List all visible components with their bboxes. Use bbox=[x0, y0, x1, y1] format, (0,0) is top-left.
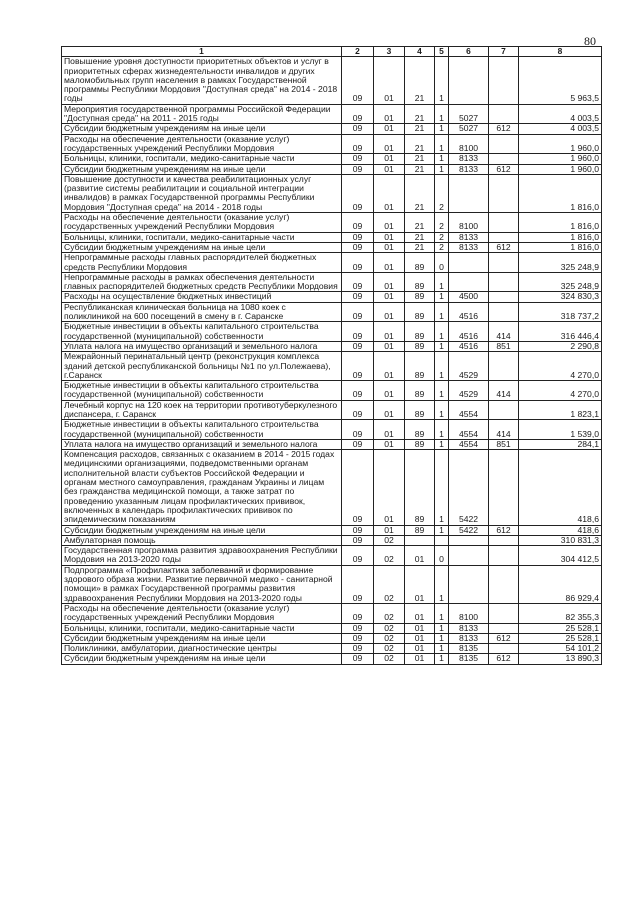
subsection-code-cell: 01 bbox=[374, 381, 405, 401]
row-name-cell: Больницы, клиники, госпитали, медико-санитарные части bbox=[62, 154, 342, 164]
subprogram-code-cell: 1 bbox=[435, 633, 449, 643]
row-name-cell: Субсидии бюджетным учреждениям на иные цели bbox=[62, 633, 342, 643]
table-row bbox=[62, 439, 602, 449]
row-name-cell: Расходы на обеспечение деятельности (оказание услуг) государственных учреждений Республики Мордовия bbox=[62, 213, 342, 233]
table-row bbox=[62, 232, 602, 242]
expense-type-cell bbox=[489, 232, 519, 242]
expense-type-cell bbox=[489, 565, 519, 603]
table-row bbox=[62, 292, 602, 302]
row-name-cell: Государственная программа развития здравоохранения Республики Мордовия на 2013-2020 годы bbox=[62, 546, 342, 566]
section-code-cell: 09 bbox=[342, 242, 374, 252]
amount-cell: 418,6 bbox=[519, 525, 602, 535]
section-code-cell: 09 bbox=[342, 341, 374, 351]
program-code-cell: 89 bbox=[405, 420, 435, 440]
subsection-code-cell: 01 bbox=[374, 253, 405, 273]
expense-type-cell: 414 bbox=[489, 420, 519, 440]
section-code-cell: 09 bbox=[342, 400, 374, 420]
header-cell: 2 bbox=[342, 47, 374, 57]
subsection-code-cell: 01 bbox=[374, 174, 405, 212]
table-row bbox=[62, 535, 602, 545]
program-code-cell: 89 bbox=[405, 439, 435, 449]
target-code-cell: 8100 bbox=[449, 134, 489, 154]
target-code-cell: 5027 bbox=[449, 104, 489, 124]
header-cell: 1 bbox=[62, 47, 342, 57]
section-code-cell: 09 bbox=[342, 164, 374, 174]
subprogram-code-cell: 0 bbox=[435, 253, 449, 273]
target-code-cell bbox=[449, 565, 489, 603]
target-code-cell bbox=[449, 253, 489, 273]
amount-cell: 304 412,5 bbox=[519, 546, 602, 566]
amount-cell: 1 816,0 bbox=[519, 213, 602, 233]
subprogram-code-cell: 1 bbox=[435, 57, 449, 104]
expense-type-cell bbox=[489, 272, 519, 292]
section-code-cell: 09 bbox=[342, 603, 374, 623]
program-code-cell: 89 bbox=[405, 525, 435, 535]
subprogram-code-cell: 2 bbox=[435, 213, 449, 233]
target-code-cell: 8133 bbox=[449, 154, 489, 164]
section-code-cell: 09 bbox=[342, 654, 374, 664]
target-code-cell: 8133 bbox=[449, 623, 489, 633]
program-code-cell: 89 bbox=[405, 322, 435, 342]
subprogram-code-cell: 1 bbox=[435, 341, 449, 351]
program-code-cell: 21 bbox=[405, 232, 435, 242]
expense-type-cell: 612 bbox=[489, 242, 519, 252]
amount-cell: 25 528,1 bbox=[519, 623, 602, 633]
program-code-cell: 21 bbox=[405, 154, 435, 164]
subsection-code-cell: 01 bbox=[374, 302, 405, 322]
section-code-cell: 09 bbox=[342, 525, 374, 535]
table-row bbox=[62, 633, 602, 643]
row-name-cell: Подпрограмма «Профилактика заболеваний и формирование здорового образа жизни. Развитие первичной медико - санитарной помощи» в рамках Государственной программы развития здравоохранения Республики Мордовия на 2013-2020 годы bbox=[62, 565, 342, 603]
program-code-cell: 21 bbox=[405, 174, 435, 212]
program-code-cell: 01 bbox=[405, 565, 435, 603]
table-header-row bbox=[62, 47, 602, 57]
subsection-code-cell: 01 bbox=[374, 450, 405, 525]
target-code-cell bbox=[449, 57, 489, 104]
program-code-cell: 21 bbox=[405, 164, 435, 174]
subprogram-code-cell: 1 bbox=[435, 623, 449, 633]
section-code-cell: 09 bbox=[342, 174, 374, 212]
row-name-cell: Поликлиники, амбулатории, диагностические центры bbox=[62, 644, 342, 654]
expense-type-cell: 414 bbox=[489, 322, 519, 342]
header-cell: 5 bbox=[435, 47, 449, 57]
target-code-cell bbox=[449, 546, 489, 566]
amount-cell: 1 823,1 bbox=[519, 400, 602, 420]
program-code-cell: 21 bbox=[405, 242, 435, 252]
section-code-cell: 09 bbox=[342, 57, 374, 104]
subsection-code-cell: 01 bbox=[374, 420, 405, 440]
subsection-code-cell: 01 bbox=[374, 57, 405, 104]
expense-type-cell bbox=[489, 352, 519, 381]
table-row bbox=[62, 164, 602, 174]
target-code-cell: 5422 bbox=[449, 525, 489, 535]
subprogram-code-cell: 2 bbox=[435, 174, 449, 212]
program-code-cell: 21 bbox=[405, 124, 435, 134]
row-name-cell: Мероприятия государственной программы Российской Федерации "Доступная среда" на 2011 - 2015 годы bbox=[62, 104, 342, 124]
target-code-cell: 8133 bbox=[449, 164, 489, 174]
subsection-code-cell: 01 bbox=[374, 124, 405, 134]
expense-type-cell: 612 bbox=[489, 525, 519, 535]
subprogram-code-cell: 1 bbox=[435, 400, 449, 420]
section-code-cell: 09 bbox=[342, 535, 374, 545]
target-code-cell: 8135 bbox=[449, 654, 489, 664]
subsection-code-cell: 02 bbox=[374, 535, 405, 545]
target-code-cell: 8100 bbox=[449, 603, 489, 623]
target-code-cell: 4554 bbox=[449, 420, 489, 440]
amount-cell: 54 101,2 bbox=[519, 644, 602, 654]
section-code-cell: 09 bbox=[342, 352, 374, 381]
target-code-cell: 4554 bbox=[449, 400, 489, 420]
row-name-cell: Республиканская клиническая больница на 1080 коек с поликлиникой на 600 посещений в смену в г. Саранске bbox=[62, 302, 342, 322]
section-code-cell: 09 bbox=[342, 644, 374, 654]
subsection-code-cell: 01 bbox=[374, 400, 405, 420]
expense-type-cell: 851 bbox=[489, 439, 519, 449]
subprogram-code-cell: 1 bbox=[435, 154, 449, 164]
row-name-cell: Больницы, клиники, госпитали, медико-санитарные части bbox=[62, 623, 342, 633]
header-cell: 6 bbox=[449, 47, 489, 57]
section-code-cell: 09 bbox=[342, 439, 374, 449]
subsection-code-cell: 01 bbox=[374, 242, 405, 252]
header-cell: 3 bbox=[374, 47, 405, 57]
section-code-cell: 09 bbox=[342, 213, 374, 233]
section-code-cell: 09 bbox=[342, 302, 374, 322]
expense-type-cell bbox=[489, 213, 519, 233]
program-code-cell: 89 bbox=[405, 400, 435, 420]
subsection-code-cell: 01 bbox=[374, 292, 405, 302]
table-row bbox=[62, 654, 602, 664]
table-row bbox=[62, 174, 602, 212]
expense-type-cell bbox=[489, 104, 519, 124]
program-code-cell: 01 bbox=[405, 623, 435, 633]
subprogram-code-cell: 0 bbox=[435, 546, 449, 566]
target-code-cell: 5027 bbox=[449, 124, 489, 134]
subsection-code-cell: 02 bbox=[374, 644, 405, 654]
target-code-cell: 4529 bbox=[449, 381, 489, 401]
section-code-cell: 09 bbox=[342, 154, 374, 164]
subprogram-code-cell: 1 bbox=[435, 164, 449, 174]
table-row bbox=[62, 352, 602, 381]
subprogram-code-cell: 2 bbox=[435, 232, 449, 242]
table-row bbox=[62, 57, 602, 104]
row-name-cell: Межрайонный перинатальный центр (реконструкция комплекса зданий детской республиканской больницы №1 по ул.Полежаева), г.Саранск bbox=[62, 352, 342, 381]
expense-type-cell: 612 bbox=[489, 124, 519, 134]
subsection-code-cell: 01 bbox=[374, 322, 405, 342]
program-code-cell: 01 bbox=[405, 603, 435, 623]
section-code-cell: 09 bbox=[342, 104, 374, 124]
table-row bbox=[62, 623, 602, 633]
program-code-cell: 01 bbox=[405, 546, 435, 566]
subprogram-code-cell: 1 bbox=[435, 292, 449, 302]
subprogram-code-cell: 1 bbox=[435, 124, 449, 134]
target-code-cell: 4516 bbox=[449, 341, 489, 351]
row-name-cell: Компенсация расходов, связанных с оказанием в 2014 - 2015 годах медицинскими организациями, подведомственными органам исполнительной власти субъектов Российской Федерации и органам местного самоуправления, гражданам Украины и лицам без гражданства медицинской помощи, а также затрат по проведению указанным лицам профилактических прививок, включенных в календарь профилактических прививок по эпидемическим показаниям bbox=[62, 450, 342, 525]
section-code-cell: 09 bbox=[342, 633, 374, 643]
target-code-cell: 8135 bbox=[449, 644, 489, 654]
row-name-cell: Непрограммные расходы в рамках обеспечения деятельности главных распорядителей бюджетных средств Республики Мордовия bbox=[62, 272, 342, 292]
subsection-code-cell: 02 bbox=[374, 603, 405, 623]
subsection-code-cell: 01 bbox=[374, 232, 405, 242]
amount-cell: 325 248,9 bbox=[519, 272, 602, 292]
amount-cell: 316 446,4 bbox=[519, 322, 602, 342]
table-row bbox=[62, 341, 602, 351]
amount-cell: 82 355,3 bbox=[519, 603, 602, 623]
program-code-cell: 21 bbox=[405, 213, 435, 233]
amount-cell: 318 737,2 bbox=[519, 302, 602, 322]
expense-type-cell: 612 bbox=[489, 654, 519, 664]
subsection-code-cell: 01 bbox=[374, 134, 405, 154]
subprogram-code-cell: 1 bbox=[435, 104, 449, 124]
section-code-cell: 09 bbox=[342, 623, 374, 633]
target-code-cell: 5422 bbox=[449, 450, 489, 525]
target-code-cell: 4500 bbox=[449, 292, 489, 302]
section-code-cell: 09 bbox=[342, 322, 374, 342]
subsection-code-cell: 01 bbox=[374, 154, 405, 164]
amount-cell: 325 248,9 bbox=[519, 253, 602, 273]
program-code-cell: 89 bbox=[405, 272, 435, 292]
expense-type-cell bbox=[489, 174, 519, 212]
program-code-cell: 89 bbox=[405, 341, 435, 351]
subsection-code-cell: 01 bbox=[374, 104, 405, 124]
row-name-cell: Больницы, клиники, госпитали, медико-санитарные части bbox=[62, 232, 342, 242]
subprogram-code-cell: 1 bbox=[435, 134, 449, 154]
row-name-cell: Уплата налога на имущество организаций и земельного налога bbox=[62, 439, 342, 449]
subprogram-code-cell: 1 bbox=[435, 322, 449, 342]
target-code-cell: 8100 bbox=[449, 213, 489, 233]
target-code-cell: 8133 bbox=[449, 633, 489, 643]
row-name-cell: Повышение уровня доступности приоритетных объектов и услуг в приоритетных сферах жизнедеятельности инвалидов и других маломобильных групп населения в рамках Государственной программы Республики Мордовия "Доступная среда" на 2014 - 2018 годы bbox=[62, 57, 342, 104]
table-row bbox=[62, 302, 602, 322]
amount-cell: 25 528,1 bbox=[519, 633, 602, 643]
page-number: 80 bbox=[584, 34, 596, 48]
amount-cell: 284,1 bbox=[519, 439, 602, 449]
subprogram-code-cell: 1 bbox=[435, 565, 449, 603]
amount-cell: 1 816,0 bbox=[519, 232, 602, 242]
expense-type-cell bbox=[489, 535, 519, 545]
row-name-cell: Бюджетные инвестиции в объекты капитального строительства государственной (муниципальной) собственности bbox=[62, 381, 342, 401]
program-code-cell: 89 bbox=[405, 352, 435, 381]
header-cell: 7 bbox=[489, 47, 519, 57]
expense-type-cell bbox=[489, 400, 519, 420]
program-code-cell bbox=[405, 535, 435, 545]
expense-type-cell bbox=[489, 546, 519, 566]
section-code-cell: 09 bbox=[342, 253, 374, 273]
subsection-code-cell: 01 bbox=[374, 352, 405, 381]
subprogram-code-cell: 1 bbox=[435, 603, 449, 623]
row-name-cell: Расходы на обеспечение деятельности (оказание услуг) государственных учреждений Республики Мордовия bbox=[62, 603, 342, 623]
row-name-cell: Субсидии бюджетным учреждениям на иные цели bbox=[62, 654, 342, 664]
subsection-code-cell: 01 bbox=[374, 272, 405, 292]
row-name-cell: Лечебный корпус на 120 коек на территории противотуберкулезного диспансера, г. Саранск bbox=[62, 400, 342, 420]
program-code-cell: 01 bbox=[405, 633, 435, 643]
row-name-cell: Непрограммные расходы главных распорядителей бюджетных средств Республики Мордовия bbox=[62, 253, 342, 273]
table-body bbox=[62, 57, 602, 664]
amount-cell: 4 003,5 bbox=[519, 124, 602, 134]
table-row bbox=[62, 134, 602, 154]
amount-cell: 1 816,0 bbox=[519, 174, 602, 212]
header-cell: 4 bbox=[405, 47, 435, 57]
program-code-cell: 01 bbox=[405, 644, 435, 654]
amount-cell: 310 831,3 bbox=[519, 535, 602, 545]
target-code-cell: 4516 bbox=[449, 302, 489, 322]
table-row bbox=[62, 253, 602, 273]
subprogram-code-cell: 1 bbox=[435, 654, 449, 664]
subprogram-code-cell: 1 bbox=[435, 381, 449, 401]
table-row bbox=[62, 124, 602, 134]
amount-cell: 86 929,4 bbox=[519, 565, 602, 603]
row-name-cell: Субсидии бюджетным учреждениям на иные цели bbox=[62, 124, 342, 134]
row-name-cell: Уплата налога на имущество организаций и земельного налога bbox=[62, 341, 342, 351]
target-code-cell bbox=[449, 174, 489, 212]
row-name-cell: Расходы на обеспечение деятельности (оказание услуг) государственных учреждений Республики Мордовия bbox=[62, 134, 342, 154]
row-name-cell: Повышение доступности и качества реабилитационных услуг (развитие системы реабилитации и социальной интеграции инвалидов) в рамках Государственной программы Республики Мордовия "Доступная среда" на 2014 - 2018 годы bbox=[62, 174, 342, 212]
section-code-cell: 09 bbox=[342, 134, 374, 154]
section-code-cell: 09 bbox=[342, 546, 374, 566]
target-code-cell: 4516 bbox=[449, 322, 489, 342]
program-code-cell: 21 bbox=[405, 134, 435, 154]
program-code-cell: 89 bbox=[405, 302, 435, 322]
program-code-cell: 89 bbox=[405, 253, 435, 273]
subsection-code-cell: 02 bbox=[374, 546, 405, 566]
row-name-cell: Бюджетные инвестиции в объекты капитального строительства государственной (муниципальной) собственности bbox=[62, 420, 342, 440]
program-code-cell: 89 bbox=[405, 292, 435, 302]
amount-cell: 5 963,5 bbox=[519, 57, 602, 104]
subsection-code-cell: 02 bbox=[374, 654, 405, 664]
row-name-cell: Субсидии бюджетным учреждениям на иные цели bbox=[62, 164, 342, 174]
expense-type-cell bbox=[489, 644, 519, 654]
row-name-cell: Расходы на осуществление бюджетных инвестиций bbox=[62, 292, 342, 302]
section-code-cell: 09 bbox=[342, 292, 374, 302]
subprogram-code-cell: 1 bbox=[435, 352, 449, 381]
subsection-code-cell: 01 bbox=[374, 213, 405, 233]
target-code-cell: 4529 bbox=[449, 352, 489, 381]
table-row bbox=[62, 104, 602, 124]
target-code-cell bbox=[449, 272, 489, 292]
table-row bbox=[62, 525, 602, 535]
expense-type-cell bbox=[489, 134, 519, 154]
amount-cell: 418,6 bbox=[519, 450, 602, 525]
expense-type-cell bbox=[489, 302, 519, 322]
subprogram-code-cell: 1 bbox=[435, 272, 449, 292]
subprogram-code-cell: 1 bbox=[435, 644, 449, 654]
amount-cell: 1 960,0 bbox=[519, 134, 602, 154]
table-row bbox=[62, 154, 602, 164]
amount-cell: 13 890,3 bbox=[519, 654, 602, 664]
section-code-cell: 09 bbox=[342, 232, 374, 242]
table-row bbox=[62, 381, 602, 401]
table-row bbox=[62, 546, 602, 566]
section-code-cell: 09 bbox=[342, 124, 374, 134]
subprogram-code-cell: 2 bbox=[435, 242, 449, 252]
subprogram-code-cell: 1 bbox=[435, 525, 449, 535]
amount-cell: 4 270,0 bbox=[519, 352, 602, 381]
table-row bbox=[62, 213, 602, 233]
table-row bbox=[62, 322, 602, 342]
target-code-cell: 4554 bbox=[449, 439, 489, 449]
table-row bbox=[62, 400, 602, 420]
row-name-cell: Субсидии бюджетным учреждениям на иные цели bbox=[62, 242, 342, 252]
amount-cell: 4 270,0 bbox=[519, 381, 602, 401]
table-row bbox=[62, 603, 602, 623]
header-cell: 8 bbox=[519, 47, 602, 57]
program-code-cell: 01 bbox=[405, 654, 435, 664]
section-code-cell: 09 bbox=[342, 420, 374, 440]
subsection-code-cell: 01 bbox=[374, 341, 405, 351]
subsection-code-cell: 02 bbox=[374, 565, 405, 603]
amount-cell: 1 960,0 bbox=[519, 164, 602, 174]
expense-type-cell: 612 bbox=[489, 633, 519, 643]
subprogram-code-cell: 1 bbox=[435, 302, 449, 322]
expense-type-cell bbox=[489, 253, 519, 273]
subsection-code-cell: 01 bbox=[374, 164, 405, 174]
expense-type-cell bbox=[489, 57, 519, 104]
subsection-code-cell: 02 bbox=[374, 623, 405, 633]
program-code-cell: 21 bbox=[405, 104, 435, 124]
subsection-code-cell: 01 bbox=[374, 525, 405, 535]
section-code-cell: 09 bbox=[342, 565, 374, 603]
row-name-cell: Бюджетные инвестиции в объекты капитального строительства государственной (муниципальной) собственности bbox=[62, 322, 342, 342]
table-row bbox=[62, 644, 602, 654]
program-code-cell: 89 bbox=[405, 450, 435, 525]
expense-type-cell bbox=[489, 292, 519, 302]
table-row bbox=[62, 272, 602, 292]
expense-type-cell: 612 bbox=[489, 164, 519, 174]
amount-cell: 1 539,0 bbox=[519, 420, 602, 440]
row-name-cell: Амбулаторная помощь bbox=[62, 535, 342, 545]
program-code-cell: 89 bbox=[405, 381, 435, 401]
section-code-cell: 09 bbox=[342, 381, 374, 401]
budget-table bbox=[61, 46, 602, 665]
target-code-cell: 8133 bbox=[449, 232, 489, 242]
subprogram-code-cell: 1 bbox=[435, 439, 449, 449]
amount-cell: 1 816,0 bbox=[519, 242, 602, 252]
subprogram-code-cell: 1 bbox=[435, 450, 449, 525]
expense-type-cell: 851 bbox=[489, 341, 519, 351]
target-code-cell bbox=[449, 535, 489, 545]
section-code-cell: 09 bbox=[342, 450, 374, 525]
expense-type-cell bbox=[489, 603, 519, 623]
subprogram-code-cell: 1 bbox=[435, 420, 449, 440]
expense-type-cell bbox=[489, 154, 519, 164]
amount-cell: 1 960,0 bbox=[519, 154, 602, 164]
expense-type-cell bbox=[489, 450, 519, 525]
program-code-cell: 21 bbox=[405, 57, 435, 104]
target-code-cell: 8133 bbox=[449, 242, 489, 252]
section-code-cell: 09 bbox=[342, 272, 374, 292]
table-row bbox=[62, 565, 602, 603]
subsection-code-cell: 02 bbox=[374, 633, 405, 643]
amount-cell: 2 290,8 bbox=[519, 341, 602, 351]
expense-type-cell: 414 bbox=[489, 381, 519, 401]
table-row bbox=[62, 242, 602, 252]
subsection-code-cell: 01 bbox=[374, 439, 405, 449]
expense-type-cell bbox=[489, 623, 519, 633]
amount-cell: 324 830,3 bbox=[519, 292, 602, 302]
subprogram-code-cell bbox=[435, 535, 449, 545]
amount-cell: 4 003,5 bbox=[519, 104, 602, 124]
row-name-cell: Субсидии бюджетным учреждениям на иные цели bbox=[62, 525, 342, 535]
table-row bbox=[62, 420, 602, 440]
table-row bbox=[62, 450, 602, 525]
